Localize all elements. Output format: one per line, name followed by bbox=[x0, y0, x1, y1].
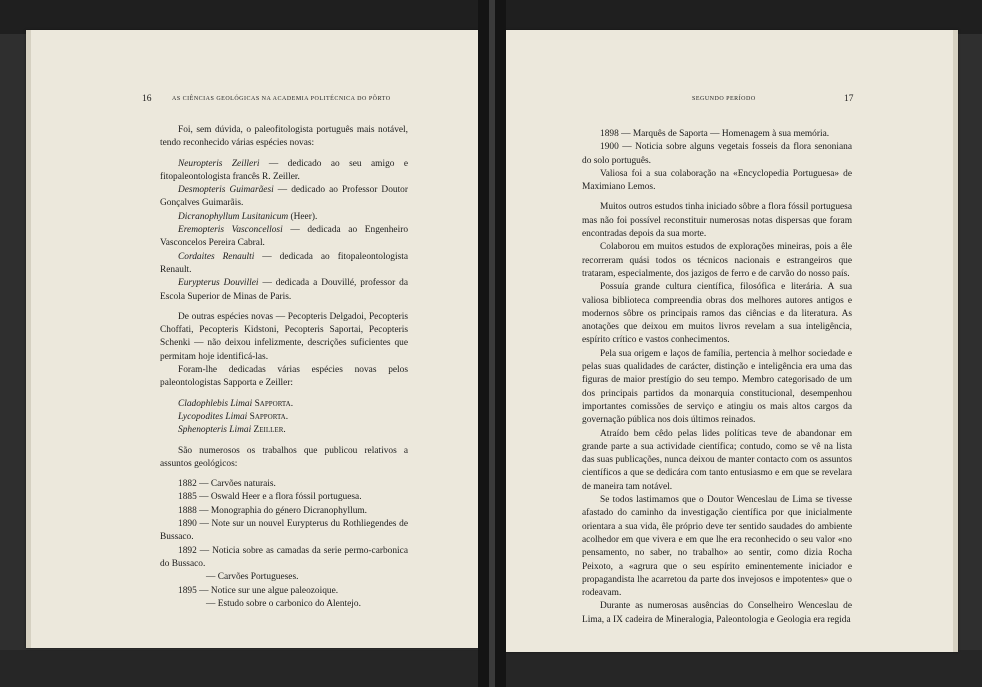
work-item: — Estudo sobre o carbonico do Alentejo. bbox=[206, 598, 361, 609]
work-item: 1882 — Carvões naturais. bbox=[178, 479, 276, 490]
right-page-edge bbox=[953, 30, 958, 652]
work-item: 1888 — Monographia do género Dicranophyllum. bbox=[178, 505, 368, 516]
left-running-header: AS CIÊNCIAS GEOLÓGICAS NA ACADEMIA POLITÉCNICA DO PÔRTO bbox=[172, 96, 391, 102]
work-item: 1885 — Oswald Heer e a flora fóssil portuguesa. bbox=[178, 492, 362, 503]
dedicated-species-item: Lycopodites Limai Sapporta. bbox=[178, 411, 289, 422]
dedicated-species-item: Sphenopteris Limai Zeiller. bbox=[178, 425, 286, 436]
works-intro-paragraph: São numerosos os trabalhos que publicou relativos a assuntos geológicos: bbox=[160, 445, 408, 469]
work-item: 1895 — Notice sur une algue paleozoique. bbox=[178, 585, 339, 596]
species-item: Eremopteris Vasconcellosi — dedicada ao Engenheiro Vasconcelos Pereira Cabral. bbox=[160, 225, 409, 249]
right-page-number: 17 bbox=[844, 94, 854, 104]
species-item: Desmopteris Guimarãesi — dedicado ao Professor Doutor Gonçalves Guimarãis. bbox=[160, 185, 408, 209]
work-item: 1898 — Marquês de Saporta — Homenagem à sua memória. bbox=[600, 129, 830, 139]
body-paragraph: Valiosa foi a sua colaboração na «Encyclopedia Portuguesa» de Maximiano Lemos. bbox=[582, 168, 852, 193]
body-paragraph: Possuía grande cultura científica, filosófica e literária. A sua valiosa biblioteca compreendia obras dos melhores autores antigos e modernos sôbre os principais ramos das ciências e da literatura. As anotações que deixou em muitos livros revelam a sua inteligência, espírito crítico e vastos conhecimentos. bbox=[582, 282, 852, 346]
spine-ridge bbox=[489, 0, 495, 687]
work-item: 1892 — Noticia sobre as camadas da serie permo-carbonica do Bussaco. bbox=[160, 545, 408, 569]
left-page-number: 16 bbox=[142, 94, 152, 104]
work-item: 1900 — Noticia sobre alguns vegetais fosseis da flora senoniana do solo português. bbox=[582, 142, 852, 166]
body-paragraph: Atraído bem cêdo pelas lides políticas teve de abandonar em grande parte a sua actividade científica; contudo, como se vê na lista das suas publicações, nunca deixou de manter contacto com os assuntos científicos a que se dedicára com tanto entusiasmo e em que se revelara de maneira tam notável. bbox=[582, 428, 852, 492]
work-item: — Carvões Portugueses. bbox=[206, 572, 299, 583]
species-item: Neuropteris Zeilleri — dedicado ao seu amigo e fitopaleontologista francês R. Zeiller. bbox=[160, 158, 409, 182]
species-item: Dicranophyllum Lusitanicum (Heer). bbox=[178, 211, 318, 222]
species-item: Cordaites Renaulti — dedicada ao fitopaleontologista Renault. bbox=[160, 251, 408, 275]
species-list bbox=[160, 158, 408, 304]
work-item: 1890 — Note sur un nouvel Eurypterus du Rothliegendes de Bussaco. bbox=[160, 519, 408, 543]
dedicated-species-item: Cladophlebis Limai Sapporta. bbox=[178, 398, 294, 409]
other-species-paragraph: De outras espécies novas — Pecopteris Delgadoi, Pecopteris Choffati, Pecopteris Kidstoni, Pecopteris Saportai, Pecopteris Schenki — não deixou infelizmente, descrições suficientes que permitam hoje identificá-las. bbox=[160, 311, 408, 362]
left-page-body bbox=[160, 124, 408, 611]
right-page-body bbox=[582, 128, 852, 627]
body-paragraph: Colaborou em muitos estudos de explorações mineiras, pois a êle recorreram quási todos os técnicos nacionais e estrangeiros que trataram, especialmente, dos jazigos de ferro e de carvão do nosso país. bbox=[582, 242, 852, 279]
right-page bbox=[496, 30, 958, 652]
right-running-header: SEGUNDO PERÍODO bbox=[692, 96, 756, 102]
body-paragraph: Durante as numerosas ausências do Conselheiro Wenceslau de Lima, a IX cadeira de Mineralogia, Paleontologia e Geologia era regida bbox=[582, 601, 852, 625]
left-page-edge bbox=[26, 30, 31, 648]
works-list bbox=[160, 478, 408, 611]
body-paragraph: Muitos outros estudos tinha iniciado sôbre a flora fóssil portuguesa mas não foi possível reconstituir numerosas notas dispersas que foram encontradas depois da sua morte. bbox=[582, 202, 852, 240]
species-item: Eurypterus Douvillei — dedicada a Douvillé, professor da Escola Superior de Minas de Paris. bbox=[160, 278, 408, 302]
dedicated-species-list bbox=[160, 398, 408, 438]
book-spine bbox=[478, 0, 506, 687]
left-page bbox=[26, 30, 490, 648]
intro-paragraph: Foi, sem dúvida, o paleofitologista português mais notável, tendo reconhecido várias espécies novas: bbox=[160, 125, 408, 149]
body-paragraph: Se todos lastimamos que o Doutor Wenceslau de Lima se tivesse afastado do caminho da investigação científica por que inicialmente orientara a sua vida, êle próprio deve ter sentido saudades do ambiente acolhedor em que vivera e em que lhe era reconhecido o seu valor «no pensamento, no saber, no trabalho» ao sentir, como dizia Rocha Peixoto, a «agrura que o seu espírito eminentemente iniciador e propagandista lhe acarretou da parte dos invejosos e impotentes» que o rodeavam. bbox=[582, 495, 852, 599]
body-paragraph: Pela sua origem e laços de família, pertencia à melhor sociedade e pelas suas qualidades de carácter, distinção e inteligência era uma das figuras de maior prestígio do seu tempo. Membro categorisado de um dos principais partidos da monarquia constitucional, desempenhou importantes comissões de serviço e atingiu os mais altos cargos da governação pública nos dois últimos reinados. bbox=[582, 348, 852, 426]
dedicated-intro-paragraph: Foram-lhe dedicadas várias espécies novas pelos paleontologistas Sapporta e Zeiller: bbox=[160, 365, 408, 389]
